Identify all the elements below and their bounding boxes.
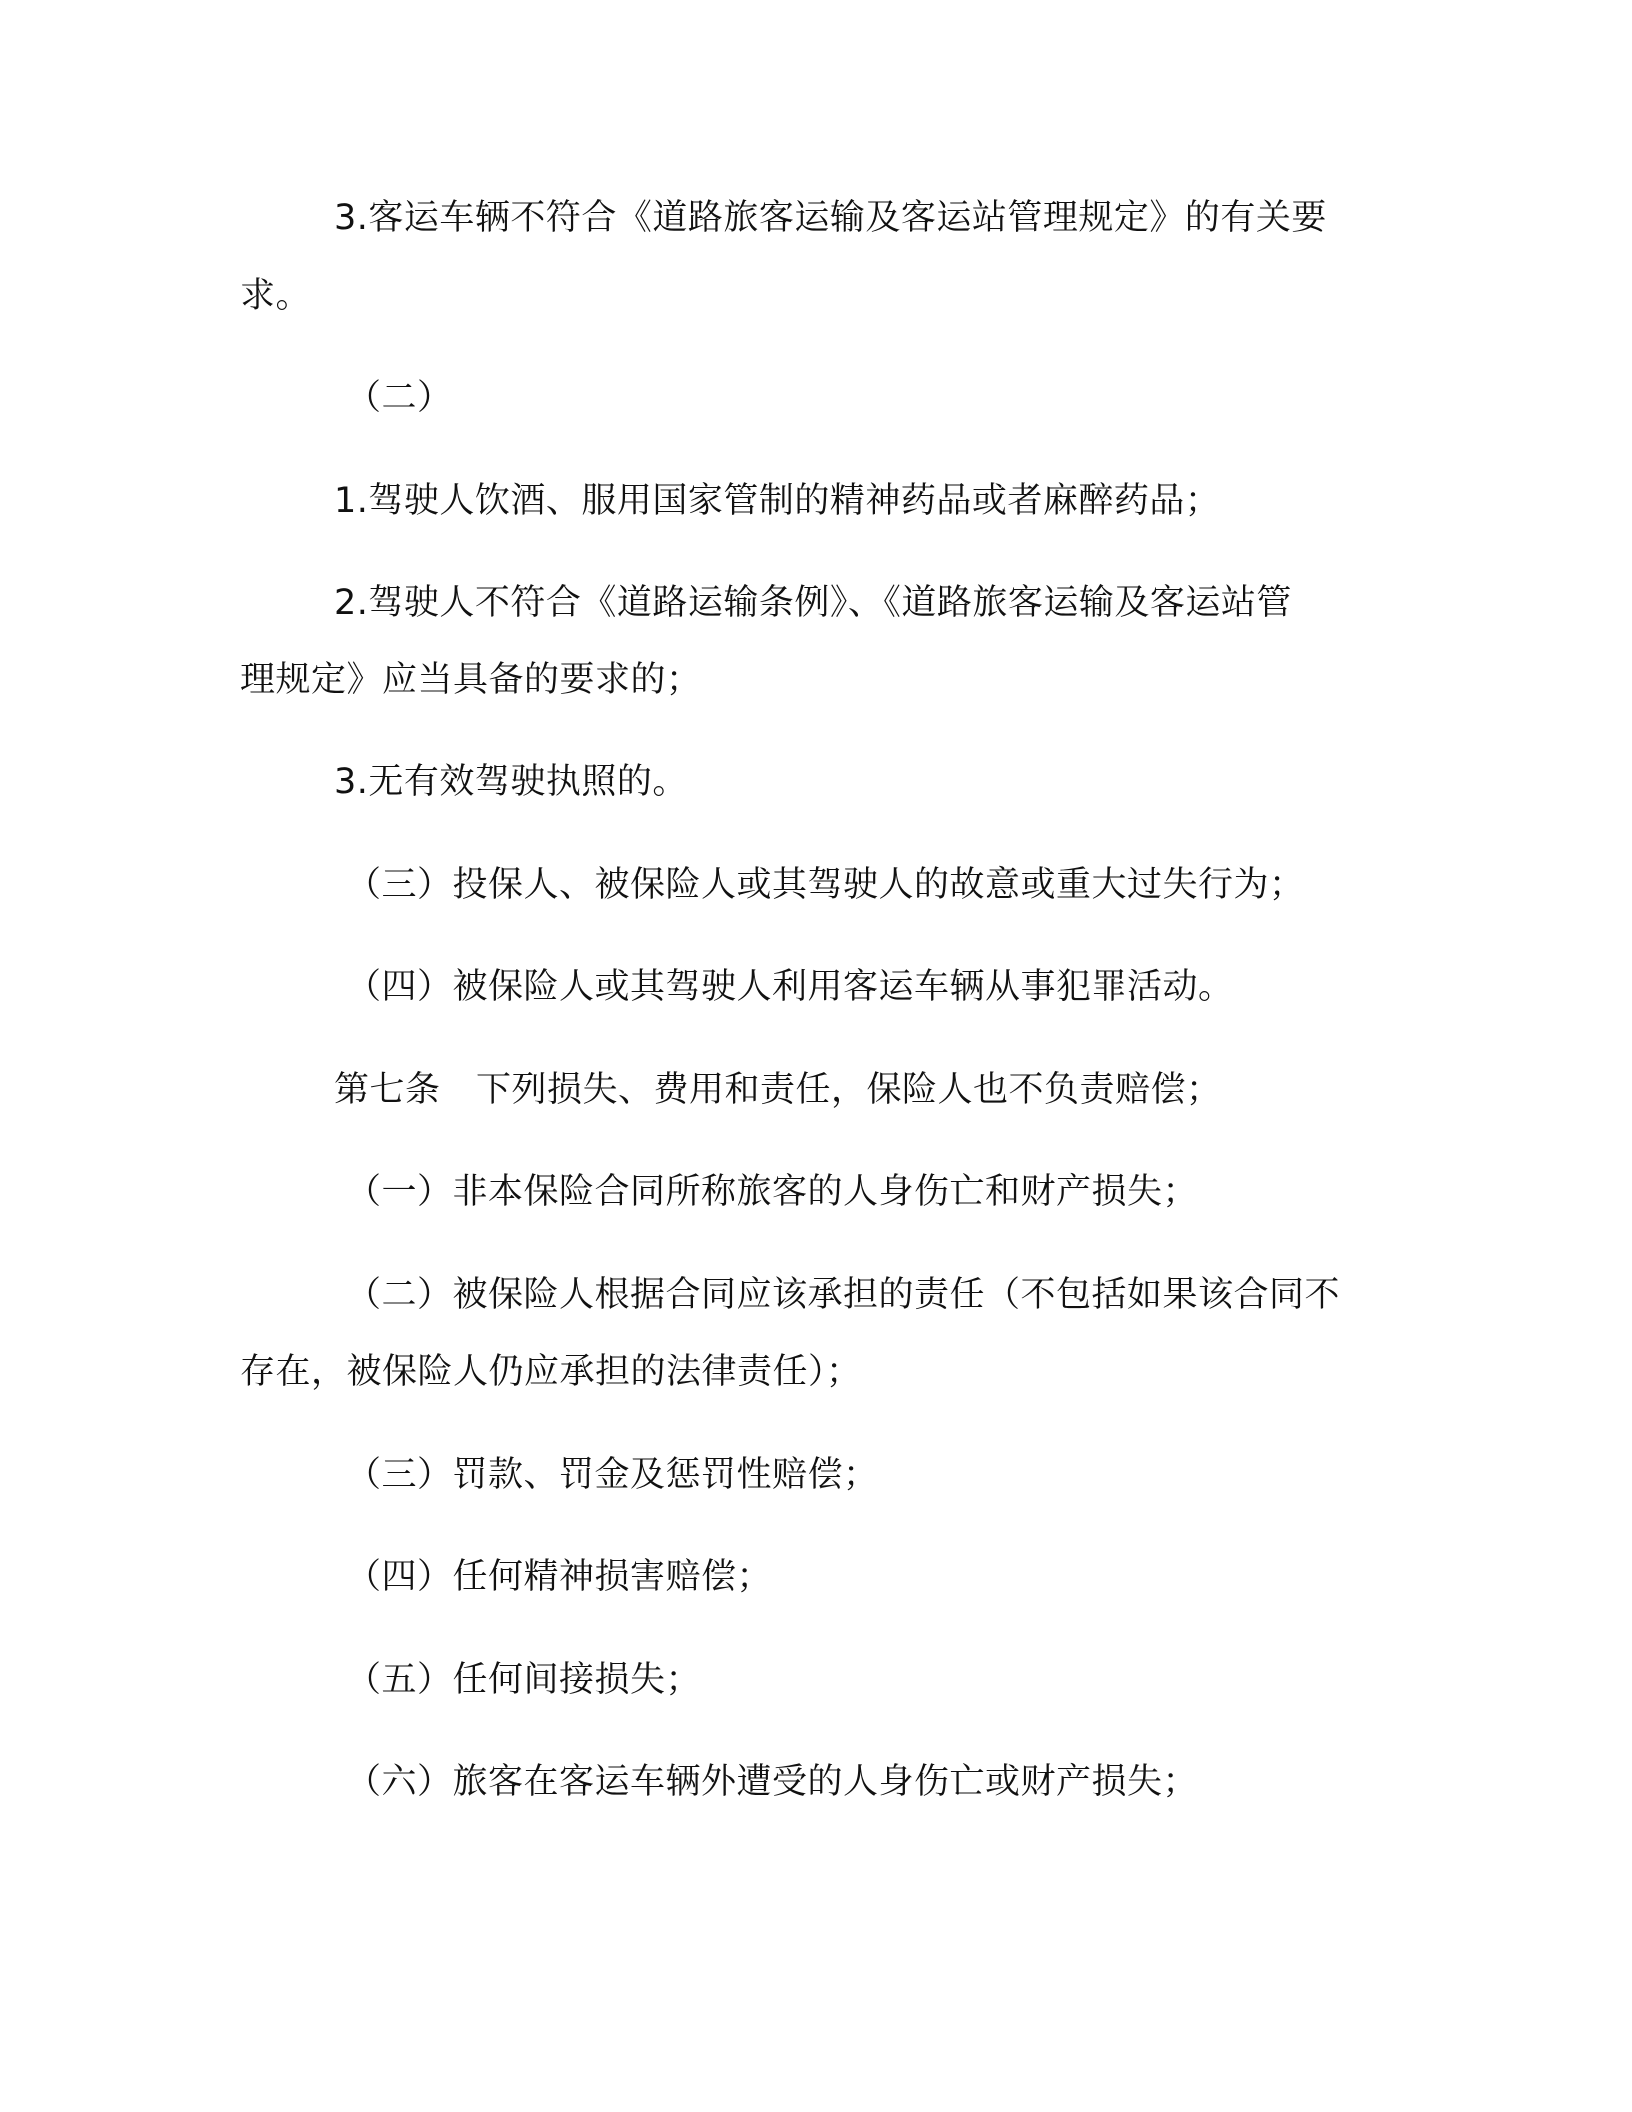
- paragraph-line: （四）任何精神损害赔偿；: [346, 1557, 773, 1597]
- paragraph-line: 3.无有效驾驶执照的。: [334, 762, 688, 802]
- paragraph-line: （二）被保险人根据合同应该承担的责任（不包括如果该合同不: [346, 1275, 1341, 1315]
- paragraph-line: （四）被保险人或其驾驶人利用客运车辆从事犯罪活动。: [346, 967, 1234, 1007]
- paragraph-line: 求。: [240, 276, 312, 316]
- paragraph-line: 理规定》应当具备的要求的；: [240, 660, 702, 700]
- paragraph-line: 存在，被保险人仍应承担的法律责任）；: [240, 1352, 862, 1392]
- paragraph-line: （一）非本保险合同所称旅客的人身伤亡和财产损失；: [346, 1172, 1199, 1212]
- section-heading: （二）: [346, 378, 453, 418]
- paragraph-line: （五）任何间接损失；: [346, 1660, 702, 1700]
- paragraph-line: （三）罚款、罚金及惩罚性赔偿；: [346, 1455, 879, 1495]
- paragraph-line: 2.驾驶人不符合《道路运输条例》、《道路旅客运输及客运站管: [334, 583, 1292, 623]
- paragraph-line: 1.驾驶人饮酒、服用国家管制的精神药品或者麻醉药品；: [334, 481, 1221, 521]
- paragraph-line: （六）旅客在客运车辆外遭受的人身伤亡或财产损失；: [346, 1762, 1199, 1802]
- paragraph-line: （三）投保人、被保险人或其驾驶人的故意或重大过失行为；: [346, 865, 1305, 905]
- paragraph-line: 3.客运车辆不符合《道路旅客运输及客运站管理规定》的有关要: [334, 198, 1327, 238]
- article-heading: 第七条 下列损失、费用和责任，保险人也不负责赔偿；: [334, 1070, 1222, 1110]
